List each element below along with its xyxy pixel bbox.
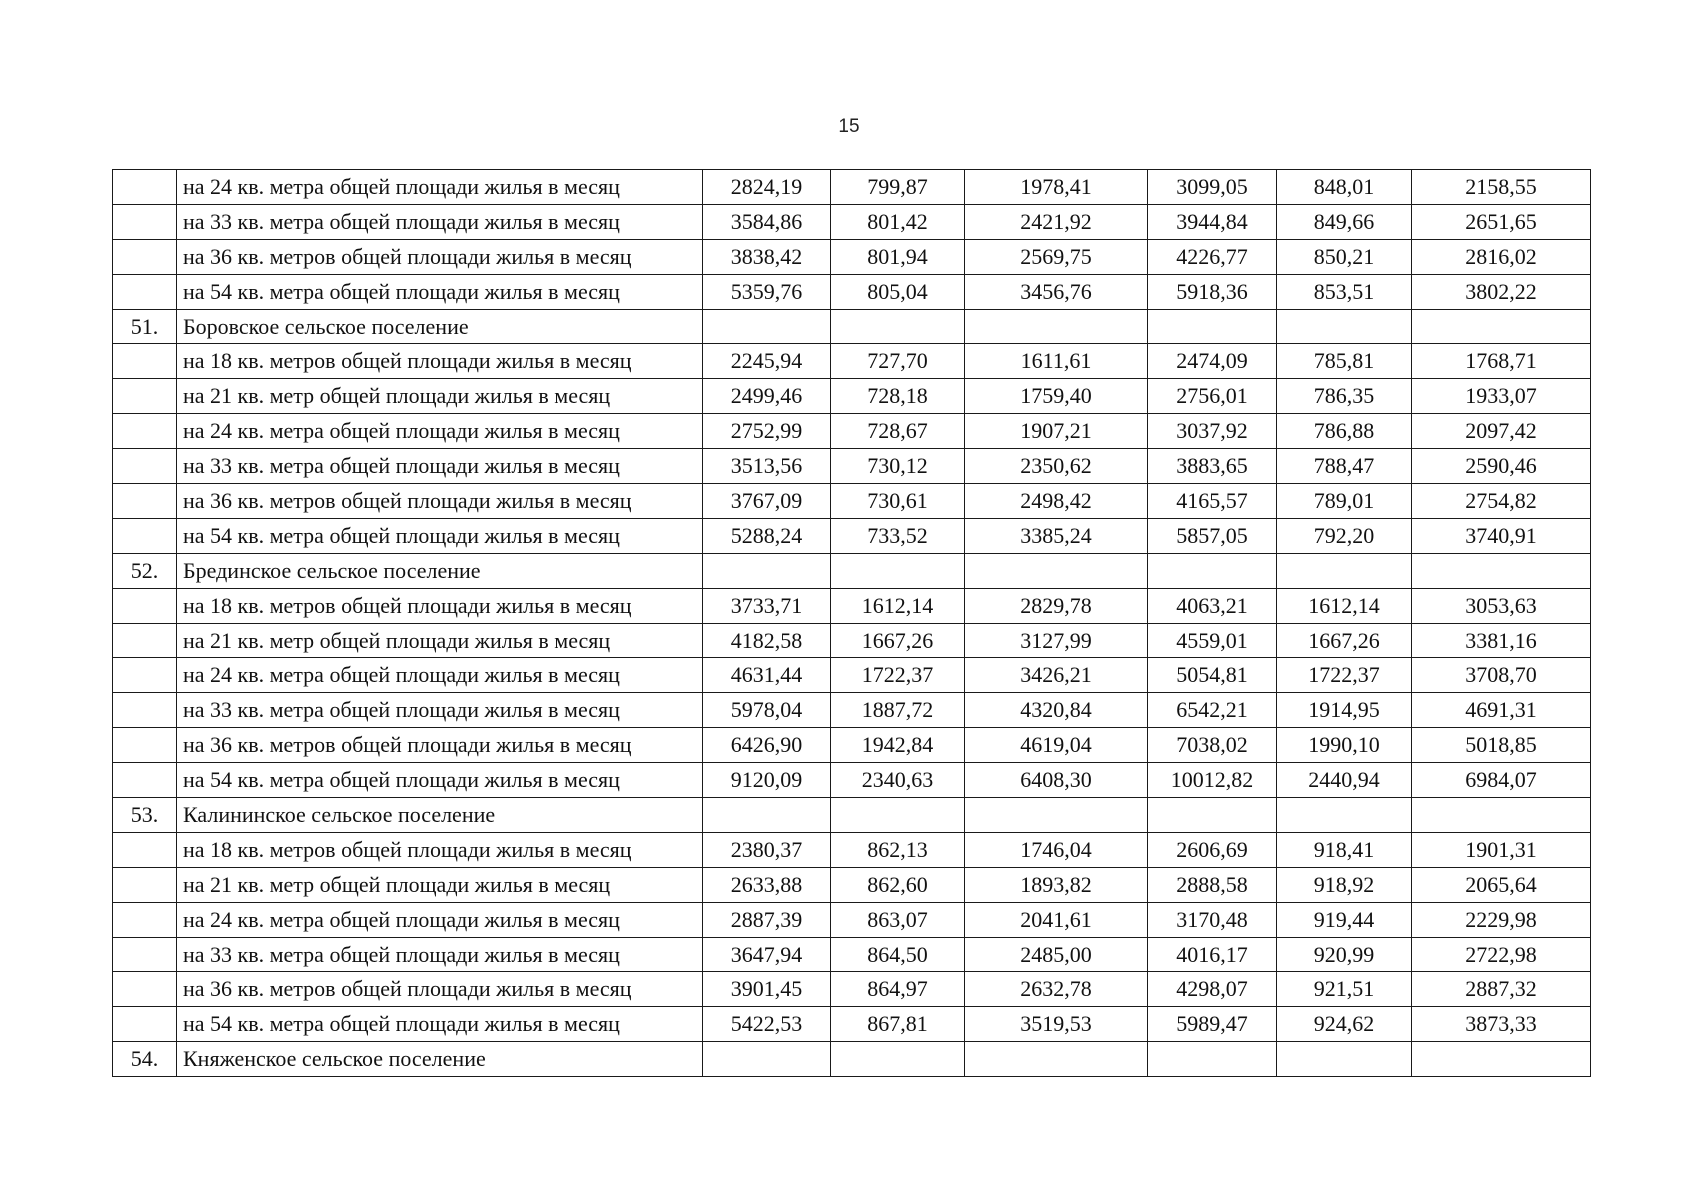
value-cell: 1893,82	[965, 867, 1148, 902]
area-description-cell: на 24 кв. метра общей площади жилья в месяц	[177, 902, 703, 937]
value-cell: 2722,98	[1412, 937, 1591, 972]
value-cell: 2158,55	[1412, 170, 1591, 205]
value-cell: 1942,84	[831, 728, 965, 763]
value-cell: 6408,30	[965, 763, 1148, 798]
value-cell	[965, 1042, 1148, 1077]
value-cell: 9120,09	[703, 763, 831, 798]
value-cell: 4619,04	[965, 728, 1148, 763]
value-cell: 789,01	[1277, 484, 1412, 519]
value-cell: 2651,65	[1412, 204, 1591, 239]
value-cell: 2440,94	[1277, 763, 1412, 798]
value-cell: 1887,72	[831, 693, 965, 728]
value-cell: 728,67	[831, 414, 965, 449]
value-cell: 2824,19	[703, 170, 831, 205]
value-cell: 2485,00	[965, 937, 1148, 972]
value-cell: 867,81	[831, 1007, 965, 1042]
value-cell: 4226,77	[1148, 239, 1277, 274]
table-row	[113, 588, 1591, 623]
area-description-cell: на 54 кв. метра общей площади жилья в месяц	[177, 274, 703, 309]
value-cell: 2229,98	[1412, 902, 1591, 937]
tariff-table	[112, 169, 1591, 1077]
section-row	[113, 553, 1591, 588]
table-row	[113, 763, 1591, 798]
area-description-cell: на 18 кв. метров общей площади жилья в месяц	[177, 588, 703, 623]
value-cell: 5989,47	[1148, 1007, 1277, 1042]
row-number-cell	[113, 588, 177, 623]
value-cell: 2499,46	[703, 379, 831, 414]
value-cell: 4182,58	[703, 623, 831, 658]
value-cell: 1612,14	[831, 588, 965, 623]
table-row	[113, 1007, 1591, 1042]
table-row	[113, 867, 1591, 902]
section-row	[113, 798, 1591, 833]
table-row	[113, 170, 1591, 205]
value-cell: 1667,26	[1277, 623, 1412, 658]
value-cell: 2498,42	[965, 484, 1148, 519]
area-description-cell: на 18 кв. метров общей площади жилья в месяц	[177, 832, 703, 867]
value-cell: 1901,31	[1412, 832, 1591, 867]
table-row	[113, 449, 1591, 484]
value-cell: 3513,56	[703, 449, 831, 484]
row-number-cell	[113, 379, 177, 414]
value-cell: 2606,69	[1148, 832, 1277, 867]
table-row	[113, 972, 1591, 1007]
value-cell: 864,97	[831, 972, 965, 1007]
value-cell: 3733,71	[703, 588, 831, 623]
value-cell: 10012,82	[1148, 763, 1277, 798]
value-cell: 792,20	[1277, 518, 1412, 553]
value-cell: 3838,42	[703, 239, 831, 274]
value-cell: 2887,32	[1412, 972, 1591, 1007]
value-cell	[1277, 309, 1412, 344]
value-cell: 801,94	[831, 239, 965, 274]
value-cell: 3647,94	[703, 937, 831, 972]
value-cell: 5359,76	[703, 274, 831, 309]
value-cell: 1759,40	[965, 379, 1148, 414]
value-cell: 3456,76	[965, 274, 1148, 309]
value-cell	[831, 309, 965, 344]
area-description-cell: на 36 кв. метров общей площади жилья в месяц	[177, 239, 703, 274]
value-cell: 3053,63	[1412, 588, 1591, 623]
value-cell: 5054,81	[1148, 658, 1277, 693]
area-description-cell: на 18 кв. метров общей площади жилья в месяц	[177, 344, 703, 379]
value-cell: 3426,21	[965, 658, 1148, 693]
row-number-cell	[113, 832, 177, 867]
row-number-cell	[113, 658, 177, 693]
value-cell	[1148, 309, 1277, 344]
row-number-cell	[113, 344, 177, 379]
value-cell	[1148, 1042, 1277, 1077]
row-number-cell	[113, 902, 177, 937]
value-cell: 1768,71	[1412, 344, 1591, 379]
value-cell: 2245,94	[703, 344, 831, 379]
value-cell: 6426,90	[703, 728, 831, 763]
value-cell: 918,41	[1277, 832, 1412, 867]
row-number-cell	[113, 867, 177, 902]
value-cell: 2421,92	[965, 204, 1148, 239]
row-number-cell	[113, 623, 177, 658]
value-cell: 2829,78	[965, 588, 1148, 623]
value-cell: 786,88	[1277, 414, 1412, 449]
page-number: 15	[838, 116, 860, 137]
row-number-cell: 51.	[113, 309, 177, 344]
value-cell: 853,51	[1277, 274, 1412, 309]
table-row	[113, 379, 1591, 414]
value-cell: 1746,04	[965, 832, 1148, 867]
value-cell: 5288,24	[703, 518, 831, 553]
value-cell: 850,21	[1277, 239, 1412, 274]
area-description-cell: на 54 кв. метра общей площади жилья в месяц	[177, 1007, 703, 1042]
row-number-cell	[113, 484, 177, 519]
row-number-cell	[113, 204, 177, 239]
value-cell	[703, 1042, 831, 1077]
value-cell: 2380,37	[703, 832, 831, 867]
value-cell: 3385,24	[965, 518, 1148, 553]
value-cell	[1148, 798, 1277, 833]
row-number-cell: 53.	[113, 798, 177, 833]
table-row	[113, 693, 1591, 728]
value-cell: 785,81	[1277, 344, 1412, 379]
value-cell: 862,60	[831, 867, 965, 902]
value-cell: 3099,05	[1148, 170, 1277, 205]
row-number-cell	[113, 518, 177, 553]
value-cell: 3170,48	[1148, 902, 1277, 937]
settlement-name-cell: Брединское сельское поселение	[177, 553, 703, 588]
value-cell: 848,01	[1277, 170, 1412, 205]
row-number-cell	[113, 239, 177, 274]
value-cell: 924,62	[1277, 1007, 1412, 1042]
value-cell: 863,07	[831, 902, 965, 937]
value-cell: 2474,09	[1148, 344, 1277, 379]
value-cell: 5422,53	[703, 1007, 831, 1042]
value-cell: 5857,05	[1148, 518, 1277, 553]
row-number-cell	[113, 1007, 177, 1042]
value-cell: 1978,41	[965, 170, 1148, 205]
value-cell	[1412, 553, 1591, 588]
value-cell: 1914,95	[1277, 693, 1412, 728]
table-row	[113, 623, 1591, 658]
area-description-cell: на 36 кв. метров общей площади жилья в месяц	[177, 728, 703, 763]
value-cell: 2590,46	[1412, 449, 1591, 484]
value-cell: 3584,86	[703, 204, 831, 239]
value-cell: 733,52	[831, 518, 965, 553]
value-cell: 3802,22	[1412, 274, 1591, 309]
table-row	[113, 204, 1591, 239]
value-cell: 3127,99	[965, 623, 1148, 658]
area-description-cell: на 21 кв. метр общей площади жилья в месяц	[177, 623, 703, 658]
table-body	[113, 170, 1591, 1077]
value-cell: 1722,37	[831, 658, 965, 693]
value-cell: 2632,78	[965, 972, 1148, 1007]
area-description-cell: на 33 кв. метра общей площади жилья в месяц	[177, 937, 703, 972]
area-description-cell: на 36 кв. метров общей площади жилья в месяц	[177, 484, 703, 519]
value-cell: 2754,82	[1412, 484, 1591, 519]
row-number-cell	[113, 937, 177, 972]
table-row	[113, 414, 1591, 449]
area-description-cell: на 33 кв. метра общей площади жилья в месяц	[177, 449, 703, 484]
value-cell: 1612,14	[1277, 588, 1412, 623]
value-cell: 864,50	[831, 937, 965, 972]
section-row	[113, 309, 1591, 344]
value-cell: 2887,39	[703, 902, 831, 937]
value-cell: 5918,36	[1148, 274, 1277, 309]
value-cell: 2097,42	[1412, 414, 1591, 449]
value-cell	[1412, 309, 1591, 344]
value-cell: 788,47	[1277, 449, 1412, 484]
value-cell: 4320,84	[965, 693, 1148, 728]
value-cell: 728,18	[831, 379, 965, 414]
row-number-cell	[113, 414, 177, 449]
value-cell	[1148, 553, 1277, 588]
value-cell: 3519,53	[965, 1007, 1148, 1042]
area-description-cell: на 21 кв. метр общей площади жилья в месяц	[177, 379, 703, 414]
section-row	[113, 1042, 1591, 1077]
table-row	[113, 344, 1591, 379]
row-number-cell: 54.	[113, 1042, 177, 1077]
value-cell	[831, 798, 965, 833]
settlement-name-cell: Калининское сельское поселение	[177, 798, 703, 833]
value-cell: 920,99	[1277, 937, 1412, 972]
value-cell	[965, 798, 1148, 833]
value-cell: 5018,85	[1412, 728, 1591, 763]
value-cell: 4165,57	[1148, 484, 1277, 519]
area-description-cell: на 54 кв. метра общей площади жилья в месяц	[177, 763, 703, 798]
value-cell	[1412, 1042, 1591, 1077]
value-cell	[1277, 798, 1412, 833]
value-cell: 727,70	[831, 344, 965, 379]
table-row	[113, 937, 1591, 972]
table-row	[113, 274, 1591, 309]
value-cell: 3767,09	[703, 484, 831, 519]
value-cell: 1722,37	[1277, 658, 1412, 693]
area-description-cell: на 36 кв. метров общей площади жилья в месяц	[177, 972, 703, 1007]
value-cell	[703, 798, 831, 833]
value-cell: 2816,02	[1412, 239, 1591, 274]
value-cell: 4298,07	[1148, 972, 1277, 1007]
value-cell: 1933,07	[1412, 379, 1591, 414]
area-description-cell: на 24 кв. метра общей площади жилья в месяц	[177, 170, 703, 205]
value-cell	[965, 309, 1148, 344]
value-cell: 3037,92	[1148, 414, 1277, 449]
value-cell: 4016,17	[1148, 937, 1277, 972]
value-cell: 1907,21	[965, 414, 1148, 449]
value-cell: 3901,45	[703, 972, 831, 1007]
value-cell: 1667,26	[831, 623, 965, 658]
value-cell: 918,92	[1277, 867, 1412, 902]
value-cell: 6984,07	[1412, 763, 1591, 798]
value-cell: 801,42	[831, 204, 965, 239]
value-cell: 921,51	[1277, 972, 1412, 1007]
value-cell: 1611,61	[965, 344, 1148, 379]
area-description-cell: на 33 кв. метра общей площади жилья в месяц	[177, 693, 703, 728]
area-description-cell: на 33 кв. метра общей площади жилья в месяц	[177, 204, 703, 239]
value-cell: 4691,31	[1412, 693, 1591, 728]
value-cell: 4559,01	[1148, 623, 1277, 658]
table-row	[113, 902, 1591, 937]
row-number-cell	[113, 274, 177, 309]
value-cell	[703, 553, 831, 588]
value-cell: 4631,44	[703, 658, 831, 693]
area-description-cell: на 24 кв. метра общей площади жилья в месяц	[177, 414, 703, 449]
value-cell: 1990,10	[1277, 728, 1412, 763]
value-cell: 2633,88	[703, 867, 831, 902]
row-number-cell	[113, 728, 177, 763]
row-number-cell: 52.	[113, 553, 177, 588]
value-cell: 2752,99	[703, 414, 831, 449]
value-cell: 3883,65	[1148, 449, 1277, 484]
value-cell: 3708,70	[1412, 658, 1591, 693]
row-number-cell	[113, 449, 177, 484]
row-number-cell	[113, 972, 177, 1007]
value-cell: 849,66	[1277, 204, 1412, 239]
value-cell: 730,12	[831, 449, 965, 484]
table-row	[113, 832, 1591, 867]
value-cell: 805,04	[831, 274, 965, 309]
value-cell: 5978,04	[703, 693, 831, 728]
value-cell	[965, 553, 1148, 588]
value-cell	[1277, 1042, 1412, 1077]
value-cell: 4063,21	[1148, 588, 1277, 623]
value-cell: 2041,61	[965, 902, 1148, 937]
table-row	[113, 484, 1591, 519]
value-cell	[831, 553, 965, 588]
area-description-cell: на 24 кв. метра общей площади жилья в месяц	[177, 658, 703, 693]
settlement-name-cell: Боровское сельское поселение	[177, 309, 703, 344]
settlement-name-cell: Княженское сельское поселение	[177, 1042, 703, 1077]
value-cell: 2569,75	[965, 239, 1148, 274]
value-cell: 3740,91	[1412, 518, 1591, 553]
value-cell: 2340,63	[831, 763, 965, 798]
table-row	[113, 728, 1591, 763]
value-cell: 7038,02	[1148, 728, 1277, 763]
value-cell: 2350,62	[965, 449, 1148, 484]
value-cell: 2756,01	[1148, 379, 1277, 414]
value-cell	[1412, 798, 1591, 833]
value-cell: 6542,21	[1148, 693, 1277, 728]
value-cell: 3381,16	[1412, 623, 1591, 658]
table-row	[113, 518, 1591, 553]
row-number-cell	[113, 693, 177, 728]
table-row	[113, 239, 1591, 274]
value-cell: 2888,58	[1148, 867, 1277, 902]
value-cell: 2065,64	[1412, 867, 1591, 902]
value-cell: 799,87	[831, 170, 965, 205]
value-cell: 919,44	[1277, 902, 1412, 937]
area-description-cell: на 54 кв. метра общей площади жилья в месяц	[177, 518, 703, 553]
value-cell: 3944,84	[1148, 204, 1277, 239]
value-cell: 786,35	[1277, 379, 1412, 414]
row-number-cell	[113, 170, 177, 205]
value-cell: 862,13	[831, 832, 965, 867]
value-cell	[1277, 553, 1412, 588]
value-cell: 3873,33	[1412, 1007, 1591, 1042]
row-number-cell	[113, 763, 177, 798]
value-cell	[703, 309, 831, 344]
table-row	[113, 658, 1591, 693]
area-description-cell: на 21 кв. метр общей площади жилья в месяц	[177, 867, 703, 902]
value-cell	[831, 1042, 965, 1077]
value-cell: 730,61	[831, 484, 965, 519]
